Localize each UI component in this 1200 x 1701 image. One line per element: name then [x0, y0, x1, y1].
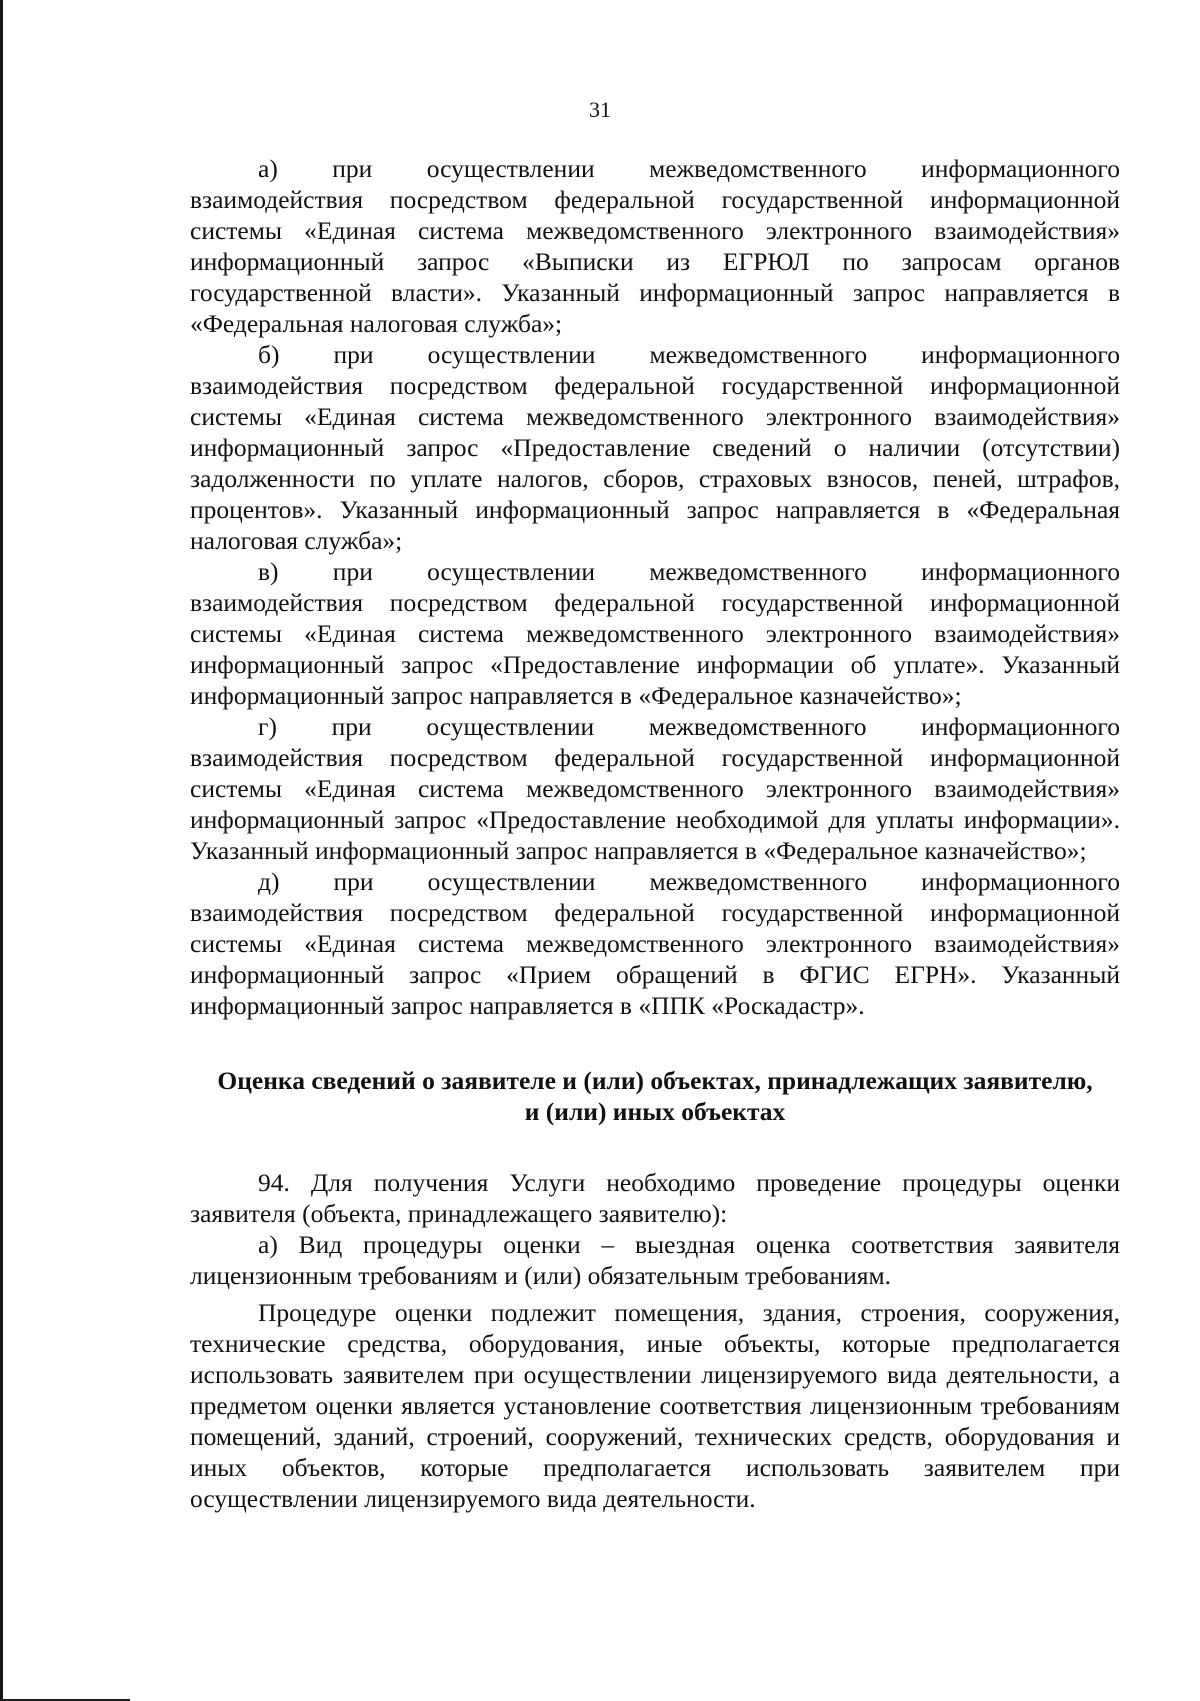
item-v-lead: в) при осуществлении межведомственного информационного [258, 557, 1120, 586]
item-g-body: взаимодействия посредством федеральной государственной информационной системы «Единая система межведомственного электронного взаимодействия» информационный запрос «Предоставление необходимой для уплаты информации». Указанный информационный запрос направляется в «Федеральное казначейство»; [190, 743, 1120, 865]
item-v-body: взаимодействия посредством федеральной государственной информационной системы «Единая система межведомственного электронного взаимодействия» информационный запрос «Предоставление информации об уплате». Указанный информационный запрос направляется в «Федеральное казначейство»; [190, 588, 1120, 710]
page-number: 31 [589, 97, 611, 122]
paragraph-procedure: Процедуре оценки подлежит помещения, здания, строения, сооружения, технические средства, оборудования, иные объекты, которые предполагается использовать заявителем при осуществлении лицензируемого вида деятельности, а предметом оценки является установление соответствия лицензионным требованиям помещений, зданий, строений, сооружений, технических средств, оборудования и иных объектов, которые предполагается использовать заявителем при осуществлении лицензируемого вида деятельности. [190, 1298, 1120, 1513]
paragraph-94: 94. Для получения Услуги необходимо проведение процедуры оценки заявителя (объекта, принадлежащего заявителю): [190, 1168, 1120, 1228]
section-heading-line-2: и (или) иных объектах [524, 1097, 786, 1126]
document-body [190, 153, 1120, 1514]
section-heading-line-1: Оценка сведений о заявителе и (или) объектах, принадлежащих заявителю, [217, 1066, 1093, 1095]
item-b-body: взаимодействия посредством федеральной государственной информационной системы «Единая система межведомственного электронного взаимодействия» информационный запрос «Предоставление сведений о наличии (отсутствии) задолженности по уплате налогов, сборов, страховых взносов, пеней, штрафов, процентов». Указанный информационный запрос направляется в «Федеральная налоговая служба»; [190, 371, 1120, 555]
item-b-lead: б) при осуществлении межведомственного информационного [258, 340, 1120, 369]
paragraph-94-a: а) Вид процедуры оценки – выездная оценка соответствия заявителя лицензионным требованиям и (или) обязательным требованиям. [190, 1230, 1120, 1290]
item-d-lead: д) при осуществлении межведомственного информационного [258, 867, 1120, 896]
item-a-body: взаимодействия посредством федеральной государственной информационной системы «Единая система межведомственного электронного взаимодействия» информационный запрос «Выписки из ЕГРЮЛ по запросам органов государственной власти». Указанный информационный запрос направляется в «Федеральная налоговая служба»; [190, 185, 1120, 338]
scan-edge-left [0, 0, 3, 1701]
section-heading [190, 1065, 1120, 1127]
item-a-lead: а) при осуществлении межведомственного информационного [258, 154, 1120, 183]
item-d-body: взаимодействия посредством федеральной государственной информационной системы «Единая система межведомственного электронного взаимодействия» информационный запрос «Прием обращений в ФГИС ЕГРН». Указанный информационный запрос направляется в «ППК «Роскадастр». [190, 898, 1120, 1020]
item-g-lead: г) при осуществлении межведомственного информационного [258, 712, 1120, 741]
